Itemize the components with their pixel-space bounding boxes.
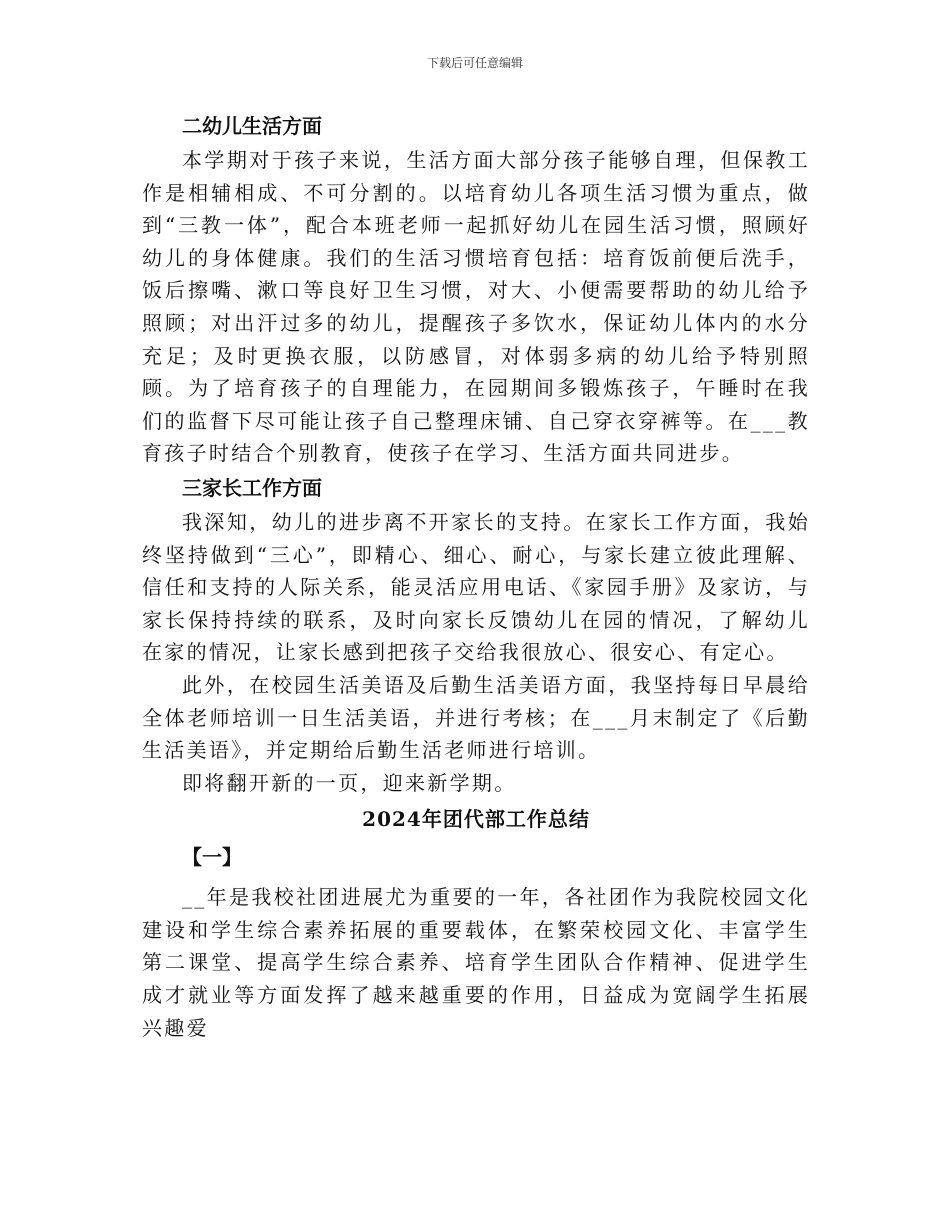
paragraph-new-semester: 即将翻开新的一页，迎来新学期。: [182, 770, 517, 795]
document-body: [142, 110, 810, 1044]
paragraph-life-english: 此外，在校园生活美语及后勤生活美语方面，我坚持每日早晨给全体老师培训一日生活美语，并进行考核；在___月末制定了《后勤生活美语》，并定期给后勤生活老师进行培训。: [142, 672, 810, 763]
document-title: 2024年团代部工作总结: [362, 807, 590, 832]
section-heading-life: 二幼儿生活方面: [182, 114, 322, 138]
page-header: 下载后可任意编辑: [426, 56, 523, 70]
section-heading-parents: 三家长工作方面: [182, 475, 322, 500]
paragraph-life: 本学期对于孩子来说，生活方面大部分孩子能够自理，但保教工作是相辅相成、不可分割的。以培育幼儿各项生活习惯为重点，做到“三教一体”，配合本班老师一起抓好幼儿在园生活习惯，照顾好幼儿的身体健康。我们的生活习惯培育包括：培育饭前便后洗手，饭后擦嘴、漱口等良好卫生习惯，对大、小便需要帮助的幼儿给予照顾；对出汗过多的幼儿，提醒孩子多饮水，保证幼儿体内的水分充足；及时更换衣服，以防感冒，对体弱多病的幼儿给予特别照顾。为了培育孩子的自理能力，在园期间多锻炼孩子，午睡时在我们的监督下尽可能让孩子自己整理床铺、自己穿衣穿裤等。在___教育孩子时结合个别教育，使孩子在学习、生活方面共同进步。: [142, 148, 810, 466]
paragraph-parents: 我深知，幼儿的进步离不开家长的支持。在家长工作方面，我始终坚持做到“三心”，即精心、细心、耐心，与家长建立彼此理解、信任和支持的人际关系，能灵活应用电话、《家园手册》及家访，与家长保持持续的联系，及时向家长反馈幼儿在园的情况，了解幼儿在家的情况，让家长感到把孩子交给我很放心、很安心、有定心。: [142, 509, 810, 665]
section-marker: 【一】: [182, 845, 242, 870]
paragraph-clubs: __年是我校社团进展尤为重要的一年，各社团作为我院校园文化建设和学生综合素养拓展的重要载体，在繁荣校园文化、丰富学生第二课堂、提高学生综合素养、培育学生团队合作精神、促进学生成才就业等方面发挥了越来越重要的作用，日益成为宽阔学生拓展兴趣爱: [142, 885, 810, 1040]
